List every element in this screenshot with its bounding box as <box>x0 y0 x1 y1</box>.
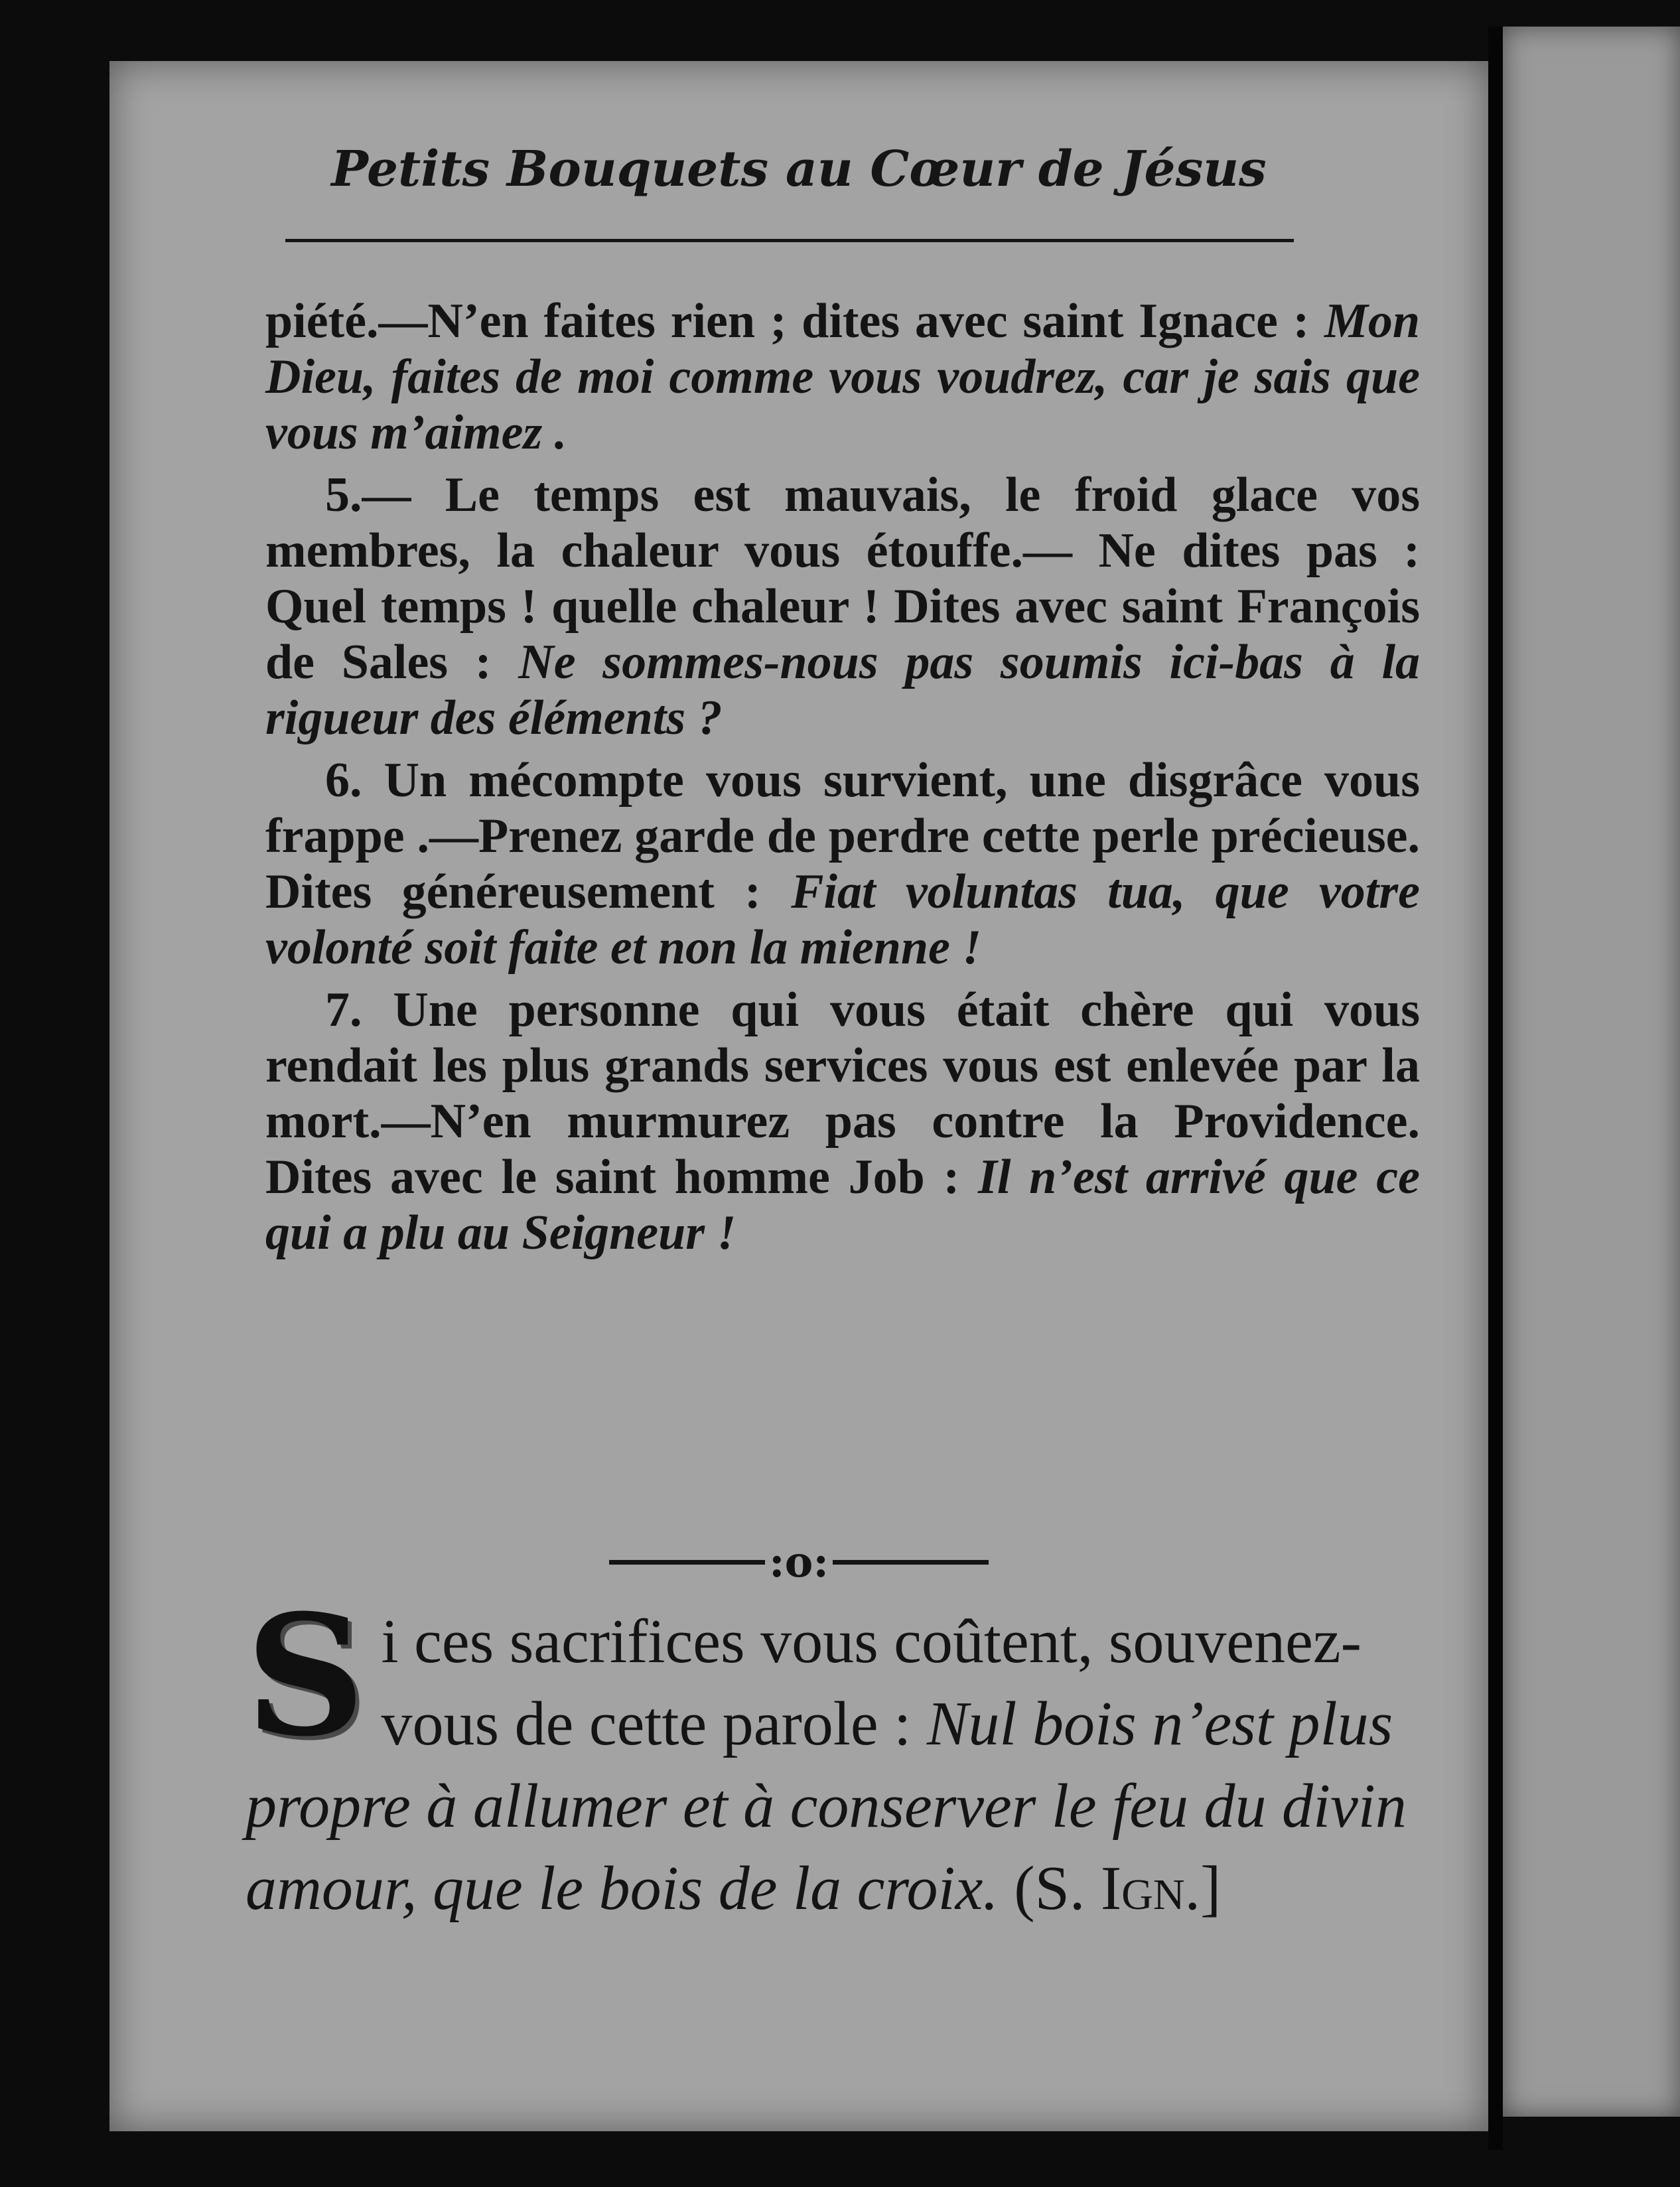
paragraph-6-quote: Fiat voluntas tua, que votre volonté soit faite et non la mienne ! <box>265 865 1420 975</box>
separator-mark: :o: <box>769 1537 829 1587</box>
closing-quote: Nul bois n’est plus propre à allumer et à conserver le feu du divin amour, que le bois de la croix. <box>245 1689 1407 1923</box>
closing-paragraph <box>245 1578 1420 1930</box>
paragraph-6 <box>265 752 1420 975</box>
closing-text: i ces sacrifices vous coûtent, souvenez-vous de cette parole : <box>381 1607 1362 1758</box>
adjacent-page-edge <box>1503 27 1680 2117</box>
paragraph-5 <box>265 467 1420 746</box>
ornamental-dropcap: S <box>245 1578 366 1773</box>
paragraph-7-text: 7. Une personne qui vous était chère qui vous rendait les plus grands services vous est enlevée par la mort.—N’en murmurez pas contre la Providence. Dites avec le saint homme Job : <box>265 983 1420 1204</box>
separator-line-right <box>833 1560 989 1565</box>
paragraph-5-text: 5.— Le temps est mauvais, le froid glace vos membres, la chaleur vous étouffe.— Ne dites pas : Quel temps ! quelle chaleur ! Dites avec saint François de Sales : <box>265 468 1420 689</box>
running-header: Petits Bouquets au Cœur de Jésus <box>331 141 1267 198</box>
paragraph-4-quote: Mon Dieu, faites de moi comme vous voudrez, car je sais que vous m’aimez . <box>265 294 1420 460</box>
closing-citation: (S. Ign.] <box>1014 1854 1222 1923</box>
paragraph-6-text: 6. Un mécompte vous survient, une disgrâce vous frappe .—Prenez garde de perdre cette perle précieuse. Dites généreusement : <box>265 753 1420 919</box>
paragraph-4-continued <box>265 293 1420 460</box>
paragraph-7-quote: Il n’est arrivé que ce qui a plu au Seigneur ! <box>265 1150 1420 1260</box>
book-spine <box>1488 27 1503 2150</box>
paragraph-4-text: piété.—N’en faites rien ; dites avec saint Ignace : <box>265 294 1325 348</box>
paragraph-7 <box>265 982 1420 1261</box>
book-page <box>109 61 1488 2131</box>
header-rule <box>285 239 1294 242</box>
separator-line-left <box>609 1560 765 1565</box>
page-body <box>265 293 1420 1267</box>
paragraph-5-quote: Ne sommes-nous pas soumis ici-bas à la rigueur des éléments ? <box>265 635 1421 745</box>
